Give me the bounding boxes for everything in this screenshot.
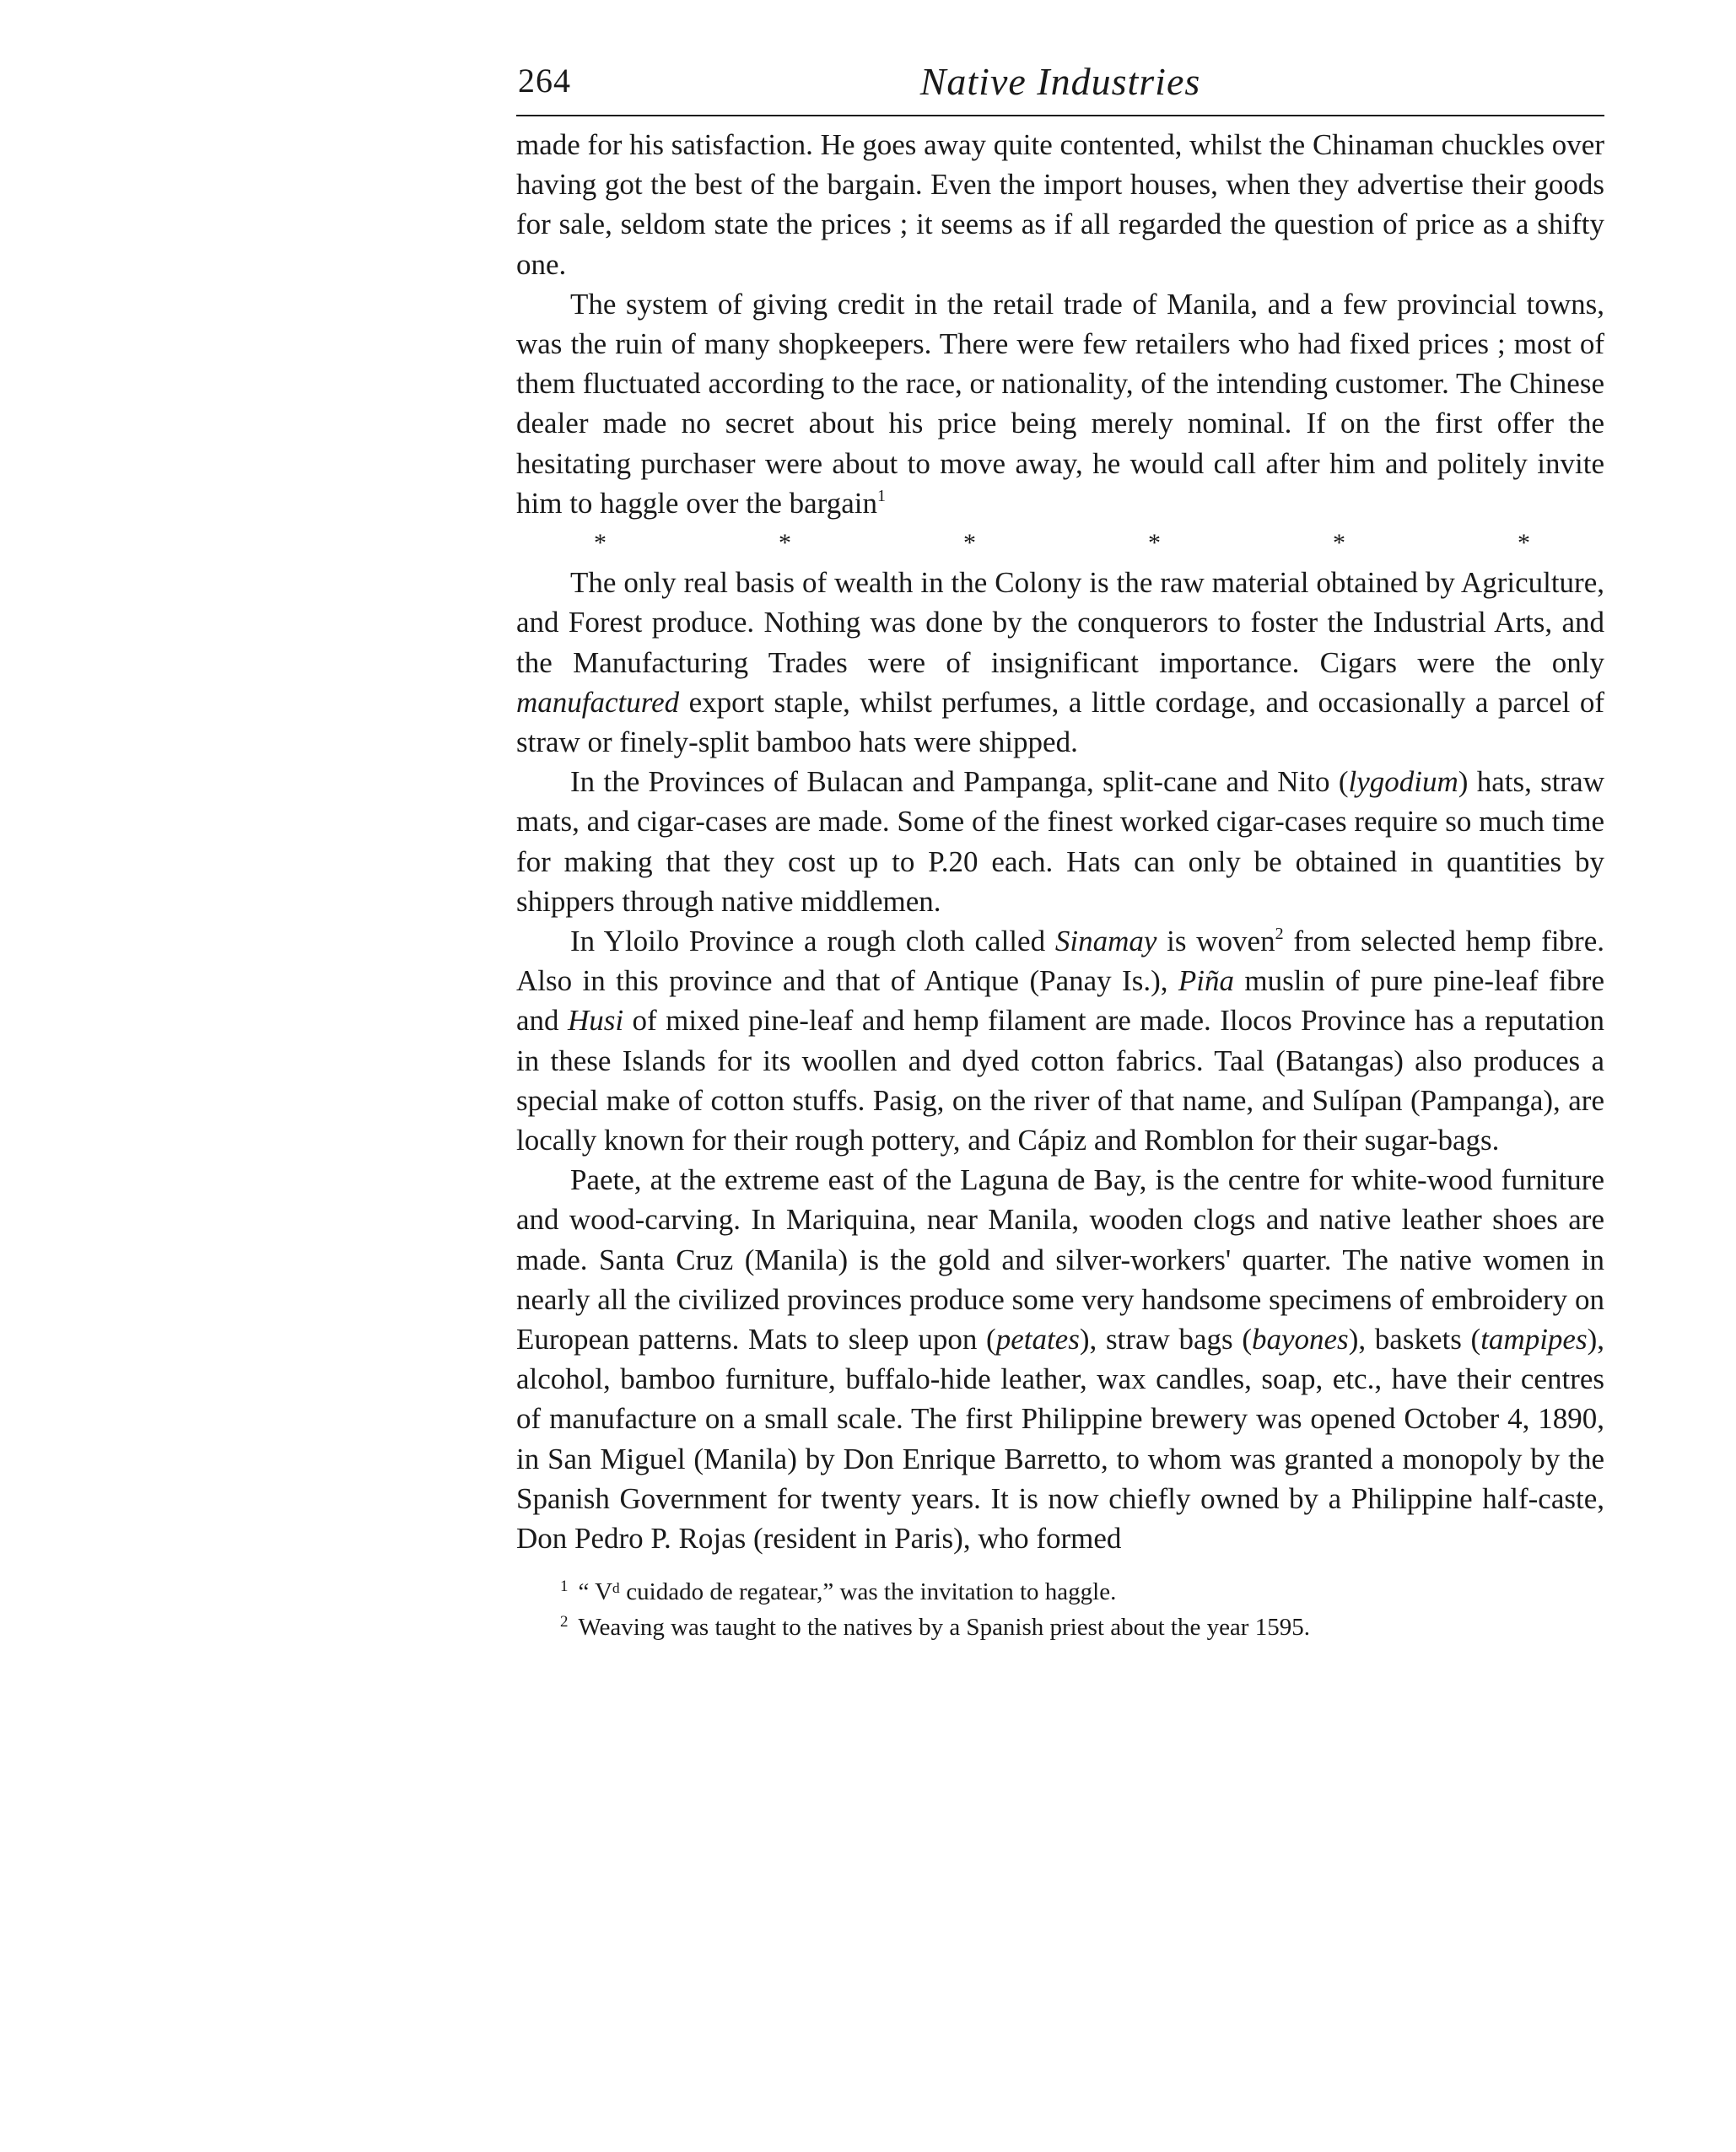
asterisk: *: [1518, 529, 1530, 558]
paragraph-2-text: The system of giving credit in the retail trade of Manila, and a few provincial towns, was the ruin of many shopkeepers. There were few retailers who had fixed prices ; most of them fluctuated according to the race, or nationality, of the intending customer. The Chinese dealer made no secret about his price being merely nominal. If on the first offer the hesitating purchaser were about to move away, he would call after him and politely invite him to haggle over the bargain: [516, 287, 1604, 520]
paragraph-6-text: ), baskets (: [1348, 1323, 1481, 1356]
paragraph-3: [516, 563, 1604, 762]
asterisk: *: [779, 529, 791, 558]
footnote-ref-1: 1: [876, 486, 886, 505]
footnote-ref-2: 2: [1275, 925, 1284, 944]
asterisk: *: [594, 529, 607, 558]
paragraph-5-italic: Sinamay: [1054, 925, 1157, 958]
footnote-text: Weaving was taught to the natives by a Spanish priest about the year 1595.: [578, 1614, 1310, 1642]
paragraph-1: [516, 125, 1604, 284]
paragraph-6-text: ), straw bags (: [1079, 1323, 1252, 1356]
footnote-text: “ Vᵈ cuidado de regatear,” was the invitation to haggle.: [578, 1578, 1117, 1606]
paragraph-4-italic: lygodium: [1348, 765, 1458, 799]
paragraph-6-italic: petates: [995, 1323, 1080, 1356]
book-page: [516, 59, 1604, 1642]
paragraph-2: [516, 284, 1604, 523]
paragraph-4-text: ) hats, straw mats, and cigar-cases are made. Some of the finest worked cigar-cases require so much time for making that they cost up to P.20 each. Hats can only be obtained in quantities by shippers through native middlemen.: [516, 765, 1604, 918]
section-break-asterisks: [516, 523, 1604, 563]
footnote-2: [560, 1607, 1604, 1642]
body-text: [516, 125, 1604, 1558]
paragraph-5-text: muslin of pure pine-leaf fibre and: [516, 964, 1604, 1038]
paragraph-3-text: export staple, whilst perfumes, a little cordage, and occasionally a parcel of straw or finely-split bamboo hats were shipped.: [516, 685, 1604, 759]
asterisk: *: [1333, 529, 1345, 558]
paragraph-6-italic: bayones: [1251, 1323, 1349, 1356]
paragraph-4-text: In the Provinces of Bulacan and Pampanga, split-cane and Nito (: [570, 765, 1349, 799]
paragraph-5: [516, 921, 1604, 1160]
asterisk: *: [1148, 529, 1161, 558]
running-title: Native Industries: [919, 60, 1201, 103]
paragraph-6-italic: tampipes: [1480, 1323, 1588, 1356]
paragraph-5-italic: Husi: [567, 1004, 624, 1038]
paragraph-5-text: is woven: [1156, 925, 1275, 958]
paragraph-6: [516, 1160, 1604, 1558]
paragraph-5-italic: Piña: [1178, 964, 1234, 998]
paragraph-5-text: from selected hemp fibre. Also in this province and that of Antique (Panay Is.),: [516, 925, 1604, 998]
paragraph-4: [516, 762, 1604, 921]
paragraph-3-italic: manufactured: [516, 685, 680, 719]
paragraph-3-text: The only real basis of wealth in the Colony is the raw material obtained by Agriculture, and Forest produce. Nothing was done by the conquerors to foster the Industrial Arts, and the Manufacturing Trades were of insignificant importance. Cigars were the only: [516, 566, 1604, 679]
running-head: [516, 59, 1604, 116]
footnotes: [516, 1572, 1604, 1642]
paragraph-1-text: made for his satisfaction. He goes away quite contented, whilst the Chinaman chuckles over having got the best of the bargain. Even the import houses, when they advertise their goods for sale, seldom state the prices ; it seems as if all regarded the question of price as a shifty one.: [516, 128, 1604, 281]
paragraph-6-text: Paete, at the extreme east of the Laguna de Bay, is the centre for white-wood furniture and wood-carving. In Mariquina, near Manila, wooden clogs and native leather shoes are made. Santa Cruz (Manila) is the gold and silver-workers' quarter. The native women in nearly all the civilized provinces produce some very handsome specimens of embroidery on European patterns. Mats to sleep upon (: [516, 1163, 1604, 1356]
asterisk: *: [963, 529, 976, 558]
paragraph-5-text: of mixed pine-leaf and hemp filament are made. Ilocos Province has a reputation in these Islands for its woollen and dyed cotton fabrics. Taal (Batangas) also produces a special make of cotton stuffs. Pasig, on the river of that name, and Sulípan (Pampanga), are locally known for their rough pottery, and Cápiz and Romblon for their sugar-bags.: [516, 1004, 1604, 1157]
footnote-mark: 1: [560, 1578, 569, 1596]
paragraph-6-text: ), alcohol, bamboo furniture, buffalo-hide leather, wax candles, soap, etc., have their centres of manufacture on a small scale. The first Philippine brewery was opened October 4, 1890, in San Miguel (Manila) by Don Enrique Barretto, to whom was granted a monopoly by the Spanish Government for twenty years. It is now chiefly owned by a Philippine half-caste, Don Pedro P. Rojas (resident in Paris), who formed: [516, 1323, 1604, 1556]
footnote-mark: 2: [560, 1613, 569, 1632]
footnote-1: [560, 1572, 1604, 1607]
paragraph-5-text: In Yloilo Province a rough cloth called: [570, 925, 1055, 958]
page-number: 264: [518, 62, 571, 100]
